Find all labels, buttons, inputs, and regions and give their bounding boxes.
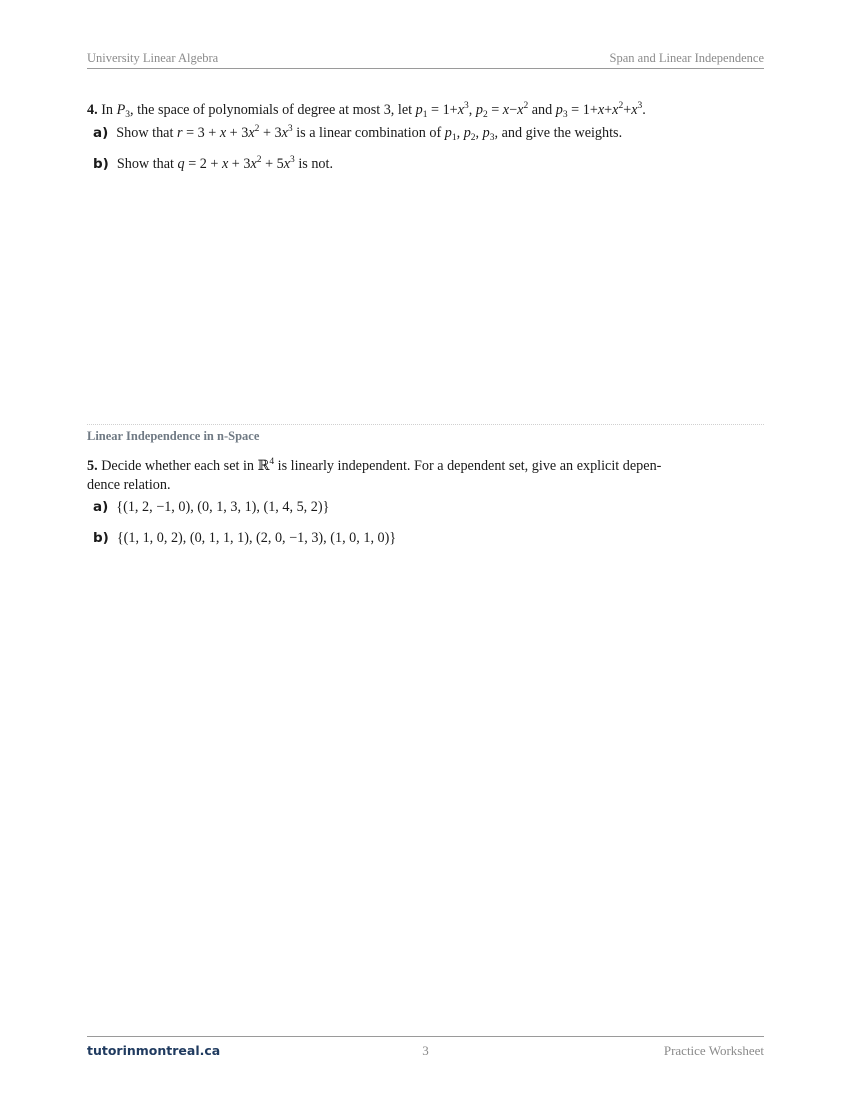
problem-5-number: 5. [87,458,98,474]
problem-5-part-a-label: a) [93,499,109,515]
problem-4-part-a: a) Show that $r = 3 + x + 3x^2 + 3x^3$ is a linear combination of $p_1$, $p_2$, $p_3$, and give the weights. [93,124,623,143]
footer-site-link[interactable]: tutorinmontreal.ca [87,1043,221,1058]
header-course-title: University Linear Algebra [87,51,219,65]
problem-4-part-b: b) Show that $q = 2 + x + 3x^2 + 5x^3$ is not. [93,155,334,172]
page-footer [87,1036,764,1059]
section-divider [87,424,764,425]
problem-4-part-a-label: a) [93,125,109,141]
page-header [87,51,764,69]
problem-4-intro: 4. In $P_3$, the space of polynomials of degree at most 3, let $p_1 = 1+x^3$, $p_2 = x-x^2$ and $p_3 = 1+x+x^2+x^3$. [87,101,646,120]
problem-5-part-b-set: {(1, 1, 0, 2), (0, 1, 1, 1), (2, 0, −1, 3), (1, 0, 1, 0)} [116,530,397,546]
footer-page-number: 3 [422,1043,429,1058]
problem-5-intro: 5. Decide whether each set in ℝ$^4$ is linearly independent. For a dependent set, give an explicit depen- dence relation. [87,457,662,493]
section-title: Linear Independence in n-Space [87,429,260,443]
problem-5-intro-line2: dence relation. [87,477,171,493]
problem-5-part-a [93,499,329,516]
problem-4-part-b-label: b) [93,156,109,172]
problem-4-number: 4. [87,102,98,118]
header-topic-title: Span and Linear Independence [609,51,764,65]
problem-5-part-a-set: {(1, 2, −1, 0), (0, 1, 3, 1), (1, 4, 5, 2)} [116,499,330,515]
problem-5-part-b-label: b) [93,530,109,546]
problem-5-part-b [93,530,396,547]
footer-doc-type: Practice Worksheet [663,1043,764,1058]
